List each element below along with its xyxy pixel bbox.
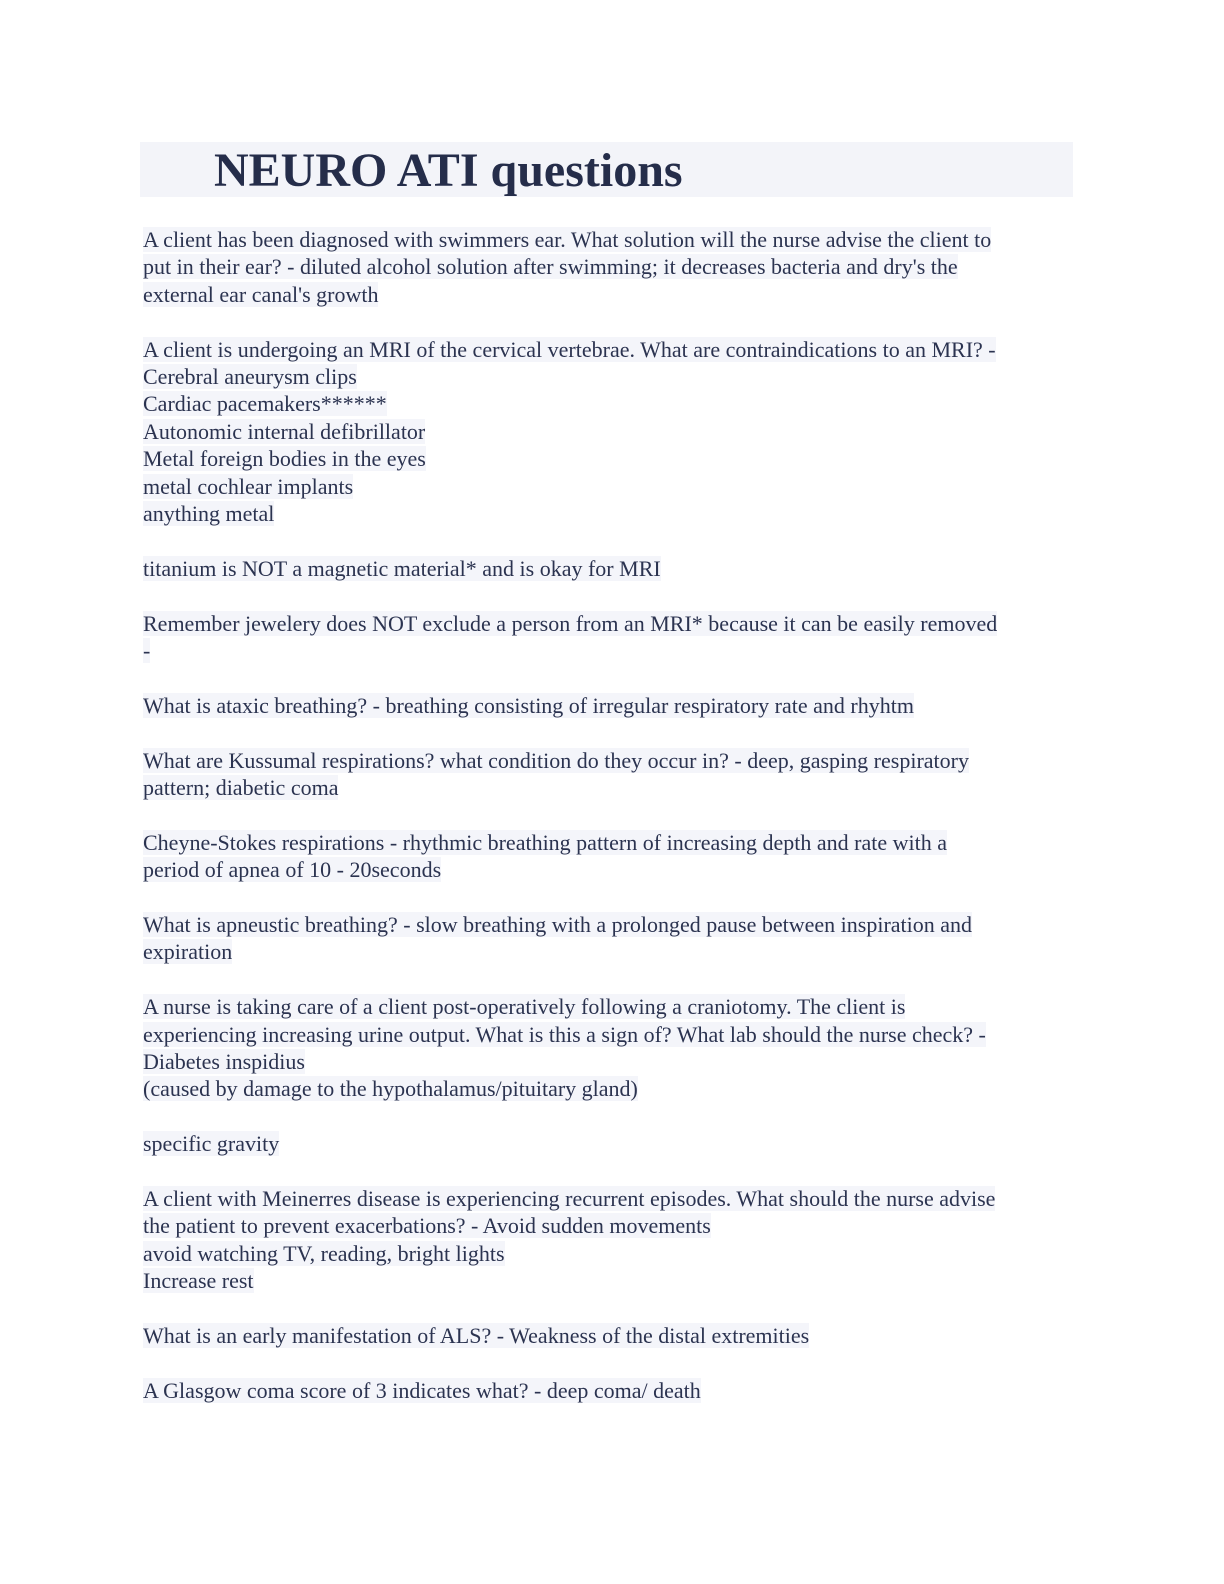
text-line-content: Remember jewelery does NOT exclude a person from an MRI* because it can be easily removed [143,610,998,636]
text-line-content: avoid watching TV, reading, bright lights [143,1240,505,1266]
text-line [143,445,1083,472]
text-line [143,555,1083,582]
text-line [143,1240,1083,1267]
text-line-content: pattern; diabetic coma [143,775,339,801]
paragraph [143,993,1083,1103]
text-line-content: A client with Meinerres disease is experiencing recurrent episodes. What should the nurse advise [143,1186,996,1212]
text-line [143,774,1083,801]
text-line-content: Increase rest [143,1268,254,1294]
document-body [143,226,1083,1404]
text-line-content: Metal foreign bodies in the eyes [143,446,426,472]
text-line [143,938,1083,965]
text-line-content: metal cochlear implants [143,473,354,499]
text-line [143,418,1083,445]
text-line [143,363,1083,390]
text-line-content: A Glasgow coma score of 3 indicates what? - deep coma/ death [143,1377,701,1403]
text-line-content: A nurse is taking care of a client post-operatively following a craniotomy. The client is [143,994,906,1020]
text-line [143,1267,1083,1294]
paragraph [143,911,1083,966]
text-line [143,226,1083,253]
text-line [143,1212,1083,1239]
paragraph [143,829,1083,884]
text-line-content: specific gravity [143,1131,280,1157]
text-line [143,1377,1083,1404]
page-title: NEURO ATI questions [214,144,683,197]
paragraph [143,336,1083,528]
text-line [143,390,1083,417]
text-line [143,993,1083,1020]
text-line-content: Autonomic internal defibrillator [143,418,426,444]
text-line-content: period of apnea of 10 - 20seconds [143,857,442,883]
text-line-content: titanium is NOT a magnetic material* and is okay for MRI [143,555,661,581]
text-line-content: A client has been diagnosed with swimmers ear. What solution will the nurse advise the client to [143,227,992,252]
text-line [143,1185,1083,1212]
text-line-content: expiration [143,939,233,965]
text-line [143,1075,1083,1102]
text-line-content: What is ataxic breathing? - breathing consisting of irregular respiratory rate and rhyhtm [143,692,914,718]
text-line-content: (caused by damage to the hypothalamus/pituitary gland) [143,1076,638,1102]
text-line-content: put in their ear? - diluted alcohol solution after swimming; it decreases bacteria and dry's the [143,254,958,280]
text-line-content: What is an early manifestation of ALS? - Weakness of the distal extremities [143,1323,810,1349]
text-line-content: Cerebral aneurysm clips [143,364,357,390]
text-line-content: anything metal [143,501,275,527]
paragraph [143,692,1083,719]
text-line-content: experiencing increasing urine output. What is this a sign of? What lab should the nurse check? - [143,1021,986,1047]
text-line [143,747,1083,774]
paragraph [143,610,1083,665]
text-line [143,610,1083,637]
text-line-content: A client is undergoing an MRI of the cervical vertebrae. What are contraindications to an MRI? - [143,336,996,362]
text-line [143,1130,1083,1157]
text-line-content: external ear canal's growth [143,281,379,307]
text-line-content: the patient to prevent exacerbations? - Avoid sudden movements [143,1213,711,1239]
text-line [143,473,1083,500]
text-line [143,692,1083,719]
text-line [143,856,1083,883]
text-line-content: Cardiac pacemakers****** [143,391,387,417]
paragraph [143,1377,1083,1404]
paragraph [143,1322,1083,1349]
text-line [143,1322,1083,1349]
text-line [143,911,1083,938]
paragraph [143,747,1083,802]
text-line [143,829,1083,856]
paragraph [143,1185,1083,1295]
text-line-content: What is apneustic breathing? - slow breathing with a prolonged pause between inspiration and [143,912,973,938]
text-line-content: Cheyne-Stokes respirations - rhythmic breathing pattern of increasing depth and rate with a [143,829,947,855]
paragraph [143,1130,1083,1157]
text-line-content: What are Kussumal respirations? what condition do they occur in? - deep, gasping respiratory [143,747,969,773]
paragraph [143,555,1083,582]
text-line [143,500,1083,527]
text-line [143,281,1083,308]
text-line [143,253,1083,280]
text-line [143,637,1083,664]
text-line [143,1048,1083,1075]
text-line [143,336,1083,363]
text-line-content: - [143,638,151,664]
text-line-content: Diabetes inspidius [143,1049,305,1075]
text-line [143,1021,1083,1048]
paragraph [143,226,1083,308]
